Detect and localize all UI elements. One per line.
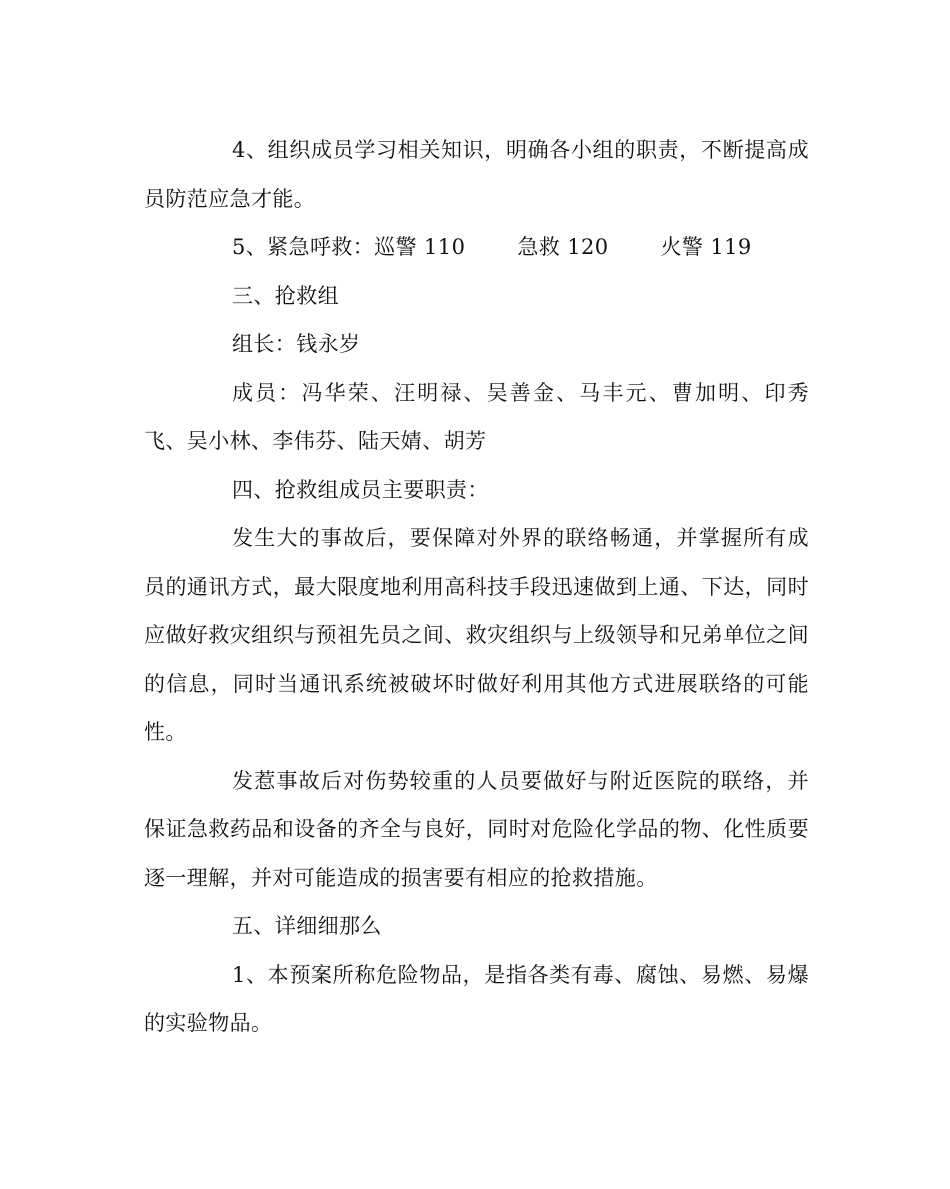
paragraph-communication-duty: 发生大的事故后，要保障对外界的联络畅通，并掌握所有成员的通讯方式，最大限度地利用高科技手段迅速做到上通、下达，同时应做好救灾组织与预祖先员之间、救灾组织与上级领导和兄弟单位之间的信息，同时当通讯系统被破坏时做好利用其他方式进展联络的可能性。	[144, 526, 809, 744]
section-heading-details: 五、详细细那么	[232, 914, 382, 938]
section-heading-duties: 四、抢救组成员主要职责：	[232, 477, 489, 502]
paragraph-medical-duty: 发惹事故后对伤势较重的人员要做好与附近医院的联络，并保证急救药品和设备的齐全与良好，同时对危险化学品的物、化性质要逐一理解，并对可能造成的损害要有相应的抢救措施。	[144, 768, 809, 890]
paragraph-training: 4、组织成员学习相关知识，明确各小组的职责，不断提高成员防范应急才能。	[144, 138, 809, 211]
document-body	[144, 126, 809, 1048]
emergency-ambulance-number: 急救 120	[517, 235, 609, 259]
emergency-call-label: 5、紧急呼救：	[232, 235, 375, 259]
paragraph-definition: 1、本预案所称危险物品，是指各类有毒、腐蚀、易燃、易爆的实验物品。	[144, 962, 809, 1035]
paragraph-emergency-call	[144, 223, 809, 272]
section-heading-rescue-group: 三、抢救组	[232, 283, 339, 308]
paragraph-group-members: 成员：冯华荣、汪明禄、吴善金、马丰元、曹加明、印秀飞、吴小林、李伟芬、陆天婧、胡芳	[144, 380, 809, 453]
paragraph-group-leader: 组长：钱永岁	[232, 332, 361, 356]
emergency-fire-number: 火警 119	[660, 235, 752, 259]
emergency-police-number: 巡警 110	[374, 235, 466, 259]
